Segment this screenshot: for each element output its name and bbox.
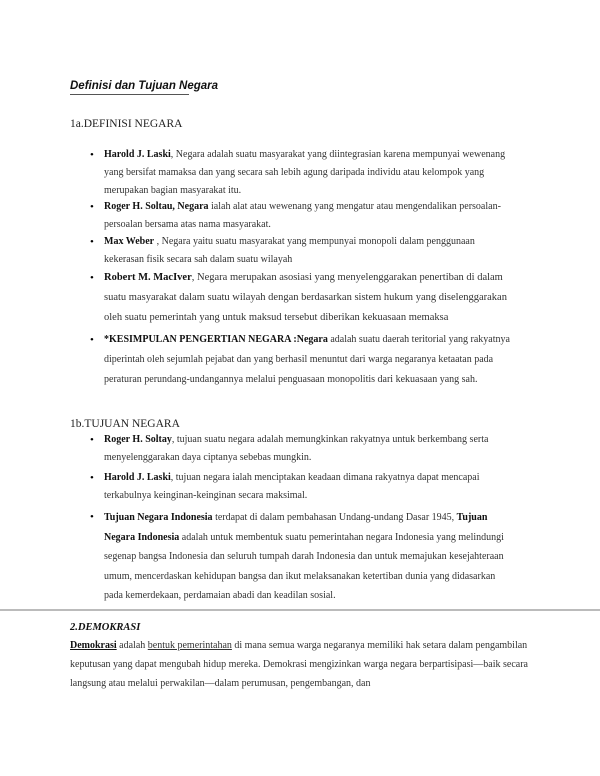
demokrasi-term-link[interactable]: Demokrasi xyxy=(70,640,117,651)
list-item: • Roger H. Soltay, tujuan suatu negara adalah memungkinkan rakyatnya untuk berkembang serta menyelenggarakan daya ciptanya sebebas mungkin. xyxy=(90,431,515,467)
section-heading-demokrasi: 2.DEMOKRASI xyxy=(70,622,141,633)
list-item: • Roger H. Soltau, Negara ialah alat atau wewenang yang mengatur atau mengendalikan persoalan-persoalan bersama atas nama masyarakat. xyxy=(90,198,515,234)
tujuan-list xyxy=(90,431,515,606)
list-item: • Harold J. Laski, Negara adalah suatu masyarakat yang diintegrasian karena mempunyai wewenang yang bersifat mamaksa dan yang secara sah lebih agung daripada individu atau kelompok yang merupakan bagian masyarakat itu. xyxy=(90,146,515,200)
list-item: • Tujuan Negara Indonesia terdapat di dalam pembahasan Undang-undang Dasar 1945, Tujuan Negara Indonesia adalah untuk membentuk suatu pemerintahan negara Indonesia yang melindungi segenap bangsa Indonesia dan seluruh tumpah darah Indonesia dan untuk memajukan kesejahteraan umum, mencerdaskan kehidupan bangsa dan ikut melaksanakan ketertiban dunia yang didasarkan pada kemerdekaan, perdamaian abadi dan keadilan sosial. xyxy=(90,508,515,606)
list-item: • *KESIMPULAN PENGERTIAN NEGARA :Negara adalah suatu daerah teritorial yang rakyatnya diperintah oleh sejumlah pejabat dan yang berhasil menuntut dari warga negaranya ketaatan pada peraturan perundang-undangannya melalui penguasaan monopolitis dari kekuasaan yang sah. xyxy=(90,330,515,390)
definisi-list xyxy=(90,146,515,390)
document-title: Definisi dan Tujuan Negara xyxy=(70,80,189,95)
section-heading-tujuan: 1b.TUJUAN NEGARA xyxy=(70,418,180,430)
bentuk-pemerintahan-link[interactable]: bentuk pemerintahan xyxy=(147,640,232,651)
list-item: • Max Weber , Negara yaitu suatu masyarakat yang mempunyai monopoli dalam penggunaan kekerasan fisik secara sah dalam suatu wilayah xyxy=(90,233,515,269)
section-heading-definisi: 1a.DEFINISI NEGARA xyxy=(70,118,183,130)
list-item: • Robert M. MacIver, Negara merupakan asosiasi yang menyelenggarakan penertiban di dalam suatu masyarakat dalam suatu wilayah dengan berdasarkan sistem hukum yang diselenggarakan oleh suatu pemerintah yang untuk maksud tersebut diberikan kekuasaan memaksa xyxy=(90,268,515,328)
list-item: • Harold J. Laski, tujuan negara ialah menciptakan keadaan dimana rakyatnya dapat mencapai terkabulnya keinginan-keinginan secara maksimal. xyxy=(90,469,515,505)
demokrasi-paragraph: Demokrasi adalah bentuk pemerintahan di mana semua warga negaranya memiliki hak setara dalam pengambilan keputusan yang dapat mengubah hidup mereka. Demokrasi mengizinkan warga negara berpartisipasi—baik secara langsung atau melalui perwakilan—dalam perumusan, pengembangan, dan xyxy=(70,640,528,689)
section-divider xyxy=(0,609,600,611)
